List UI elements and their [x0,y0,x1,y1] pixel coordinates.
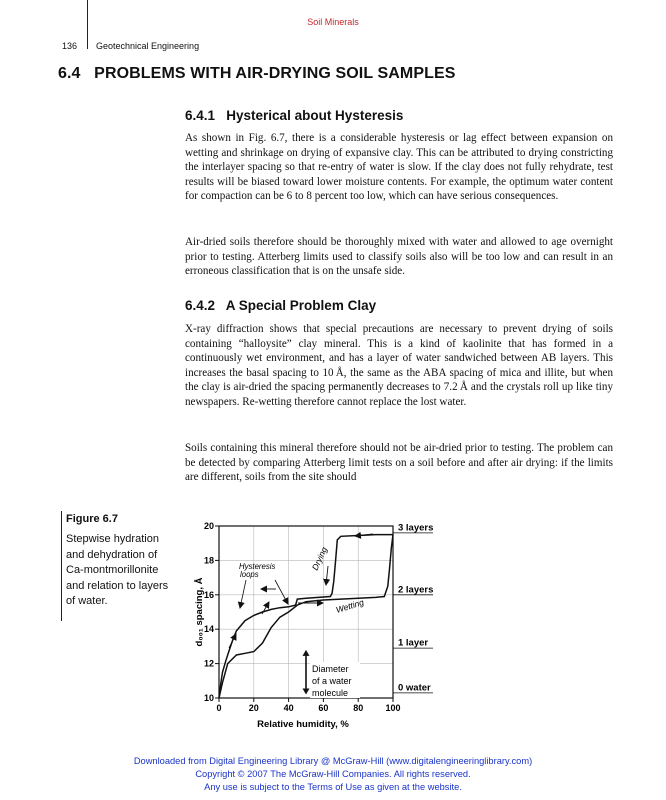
wetting-arrow-2 [262,602,269,614]
axis-ticks [215,526,393,702]
book-title: Geotechnical Engineering [96,41,200,51]
diameter-label-line2: of a water [312,676,352,686]
paragraph-halloysite-1: X-ray diffraction shows that special precautions are necessary to prevent drying of soils containing “halloysite” clay mineral. This is a kind of kaolinite that has formed in a continuously wet environment, and has a layer of water sandwiched between AB layers. This increases the basal spacing to 10 Å, the same as the ABA spacing of mica and illite, but when the clay is air-dried the spacing permanently decreases to 7.2 Å and the crystals roll up like tiny newspapers. Re-wetting therefore cannot replace the lost water. [185,323,613,408]
diameter-label-line3: molecule [312,688,349,698]
subsection-heading-special-clay: 6.4.2 A Special Problem Clay [185,298,377,313]
hysteresis-pointer-2 [275,580,288,604]
y-tick-label: 12 [203,658,214,669]
y-tick-label: 14 [203,624,214,635]
drying-arrow-2 [326,566,328,585]
footer-terms-line: Any use is subject to the Terms of Use as given at the website. [204,782,462,792]
footer-copyright-line: Copyright © 2007 The McGraw-Hill Companies. All rights reserved. [195,769,471,779]
water-molecule-diameter-marker [303,650,310,695]
drying-label: Drying [309,545,330,572]
hysteresis-label-line2: loops [240,570,259,579]
wetting-arrow-1 [229,634,236,648]
x-tick-label: 40 [283,703,294,713]
x-tick-label: 80 [353,703,364,713]
x-tick-label: 100 [385,703,401,713]
layer-label: 1 layer [398,637,429,649]
hysteresis-label-line1: Hysteresis [239,562,276,571]
layer-labels [393,522,433,693]
paragraph-hysteresis-2: Air-dried soils therefore should be thoroughly mixed with water and allowed to age overnight prior to testing. Atterberg limits used to classify soils also will be too low and can result in an erroneous classification that is on the unsafe side. [185,236,613,278]
wetting-label: Wetting [334,596,366,615]
hysteresis-pointer-1 [240,580,246,608]
figure-label: Figure 6.7 [66,513,118,525]
x-tick-label: 0 [216,703,222,713]
layer-label: 2 layers [398,584,434,596]
x-axis-label: Relative humidity, % [257,719,349,730]
x-tick-label: 20 [248,703,259,713]
page-number: 136 [62,41,78,51]
paragraph-hysteresis-1: As shown in Fig. 6.7, there is a considerable hysteresis or lag effect between expansion on wetting and shrinkage on drying of expansive clay. This can be attributed to drying constricting the interlayer spacing so that re-entry of water is slow. If the clay does not fully rehydrate, test results will be biased toward lower moisture contents. For example, the optimum water content for compaction can be 6 to 8 percent too low, which can have serious consequences. [185,132,613,203]
y-axis-label: d₀₀₁ spacing, Å [194,577,205,647]
running-header-section: Soil Minerals [307,17,359,27]
diameter-label-line1: Diameter [312,664,349,674]
paragraph-halloysite-2: Soils containing this mineral therefore should not be air-dried prior to testing. The problem can be detected by comparing Atterberg limit tests on a soil before and after air drying: if the limits are different, soils from the site should [185,442,613,484]
y-tick-label: 16 [203,589,214,600]
x-tick-label: 60 [318,703,329,713]
axis-tick-labels [204,521,401,713]
y-tick-label: 18 [203,555,214,566]
section-heading: 6.4 PROBLEMS WITH AIR-DRYING SOIL SAMPLES [58,65,456,82]
subsection-heading-hysteresis: 6.4.1 Hysterical about Hysteresis [185,108,404,123]
layer-label: 3 layers [398,522,434,534]
y-tick-label: 20 [203,521,214,531]
figure-caption: Stepwise hydration and dehydration of Ca-montmorillonite and relation to layers of water. [66,533,169,608]
layer-label: 0 water [398,682,431,694]
footer-download-line: Downloaded from Digital Engineering Library @ McGraw-Hill (www.digitalengineeringlibrary.com) [133,756,533,766]
y-tick-label: 10 [203,693,214,703]
